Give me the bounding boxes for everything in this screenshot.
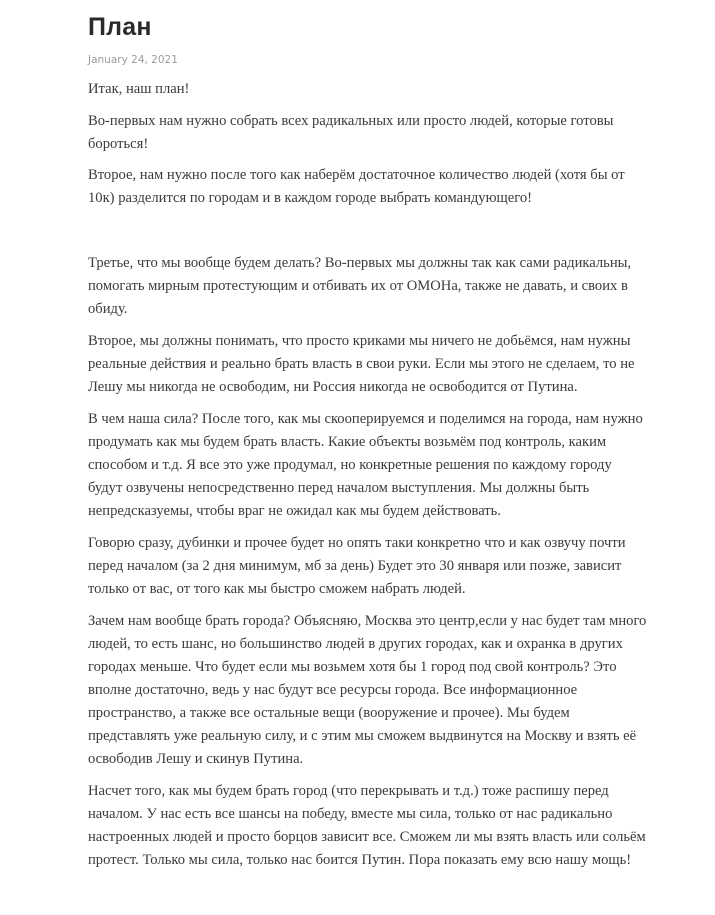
paragraph-8: Зачем нам вообще брать города? Объясняю, Москва это центр,если у нас будет там много людей, то есть шанс, но большинство людей в других городах, как и охранка в других городах меньше. Что будет если мы возьмем хотя бы 1 город под свой контроль? Это вполне достаточно, ведь у нас будут все ресурсы города. Все информационное пространство, а также все остальные вещи (вооружение и прочее). Мы будем представлять уже реальную силу, и с этим мы сможем выдвинутся на Москву и взять её освободив Лешу и скинув Путина. <box>88 613 647 767</box>
paragraph-9: Насчет того, как мы будем брать город (что перекрывать и т.д.) тоже распишу перед началом. У нас есть все шансы на победу, вместе мы сила, только от нас радикально настроенных людей и просто борцов зависит все. Сможем ли мы взять власть или сольём протест. Только мы сила, только нас боится Путин. Пора показать ему всю нашу мощь! <box>88 783 646 868</box>
paragraph-4: Третье, что мы вообще будем делать? Во-первых мы должны так как сами радикальны, помогать мирным протестующим и отбивать их от ОМОНа, также не давать, и своих в обиду. <box>88 255 632 317</box>
paragraph-1: Итак, наш план! <box>88 81 190 97</box>
paragraph-3: Второе, нам нужно после того как наберём достаточное количество людей (хотя бы от 10к) разделится по городам и в каждом городе выбрать командующего! <box>88 167 625 206</box>
post-title: План <box>88 13 152 41</box>
post-body <box>88 78 648 872</box>
paragraph-6: В чем наша сила? После того, как мы скооперируемся и поделимся на города, нам нужно продумать как мы будем брать власть. Какие объекты возьмём под контроль, каким способом и т.д. Я все это уже продумал, но конкретные решения по каждому городу будут озвучены непосредственно перед началом выступления. Мы должны быть непредсказуемы, чтобы враг не ожидал как мы будем действовать. <box>88 411 643 519</box>
paragraph-7: Говорю сразу, дубинки и прочее будет но опять таки конкретно что и как озвучу почти перед началом (за 2 дня минимум, мб за день) Будет это 30 января или позже, зависит только от вас, от того как мы быстро сможем набрать людей. <box>88 535 626 597</box>
paragraph-5: Второе, мы должны понимать, что просто криками мы ничего не добьёмся, нам нужны реальные действия и реально брать власть в свои руки. Если мы этого не сделаем, то не Лешу мы никогда не освободим, ни Россия никогда не освободится от Путина. <box>88 333 635 395</box>
paragraph-2: Во-первых нам нужно собрать всех радикальных или просто людей, которые готовы бороться! <box>88 113 614 152</box>
post-date: January 24, 2021 <box>88 54 178 66</box>
post-article <box>88 0 648 872</box>
